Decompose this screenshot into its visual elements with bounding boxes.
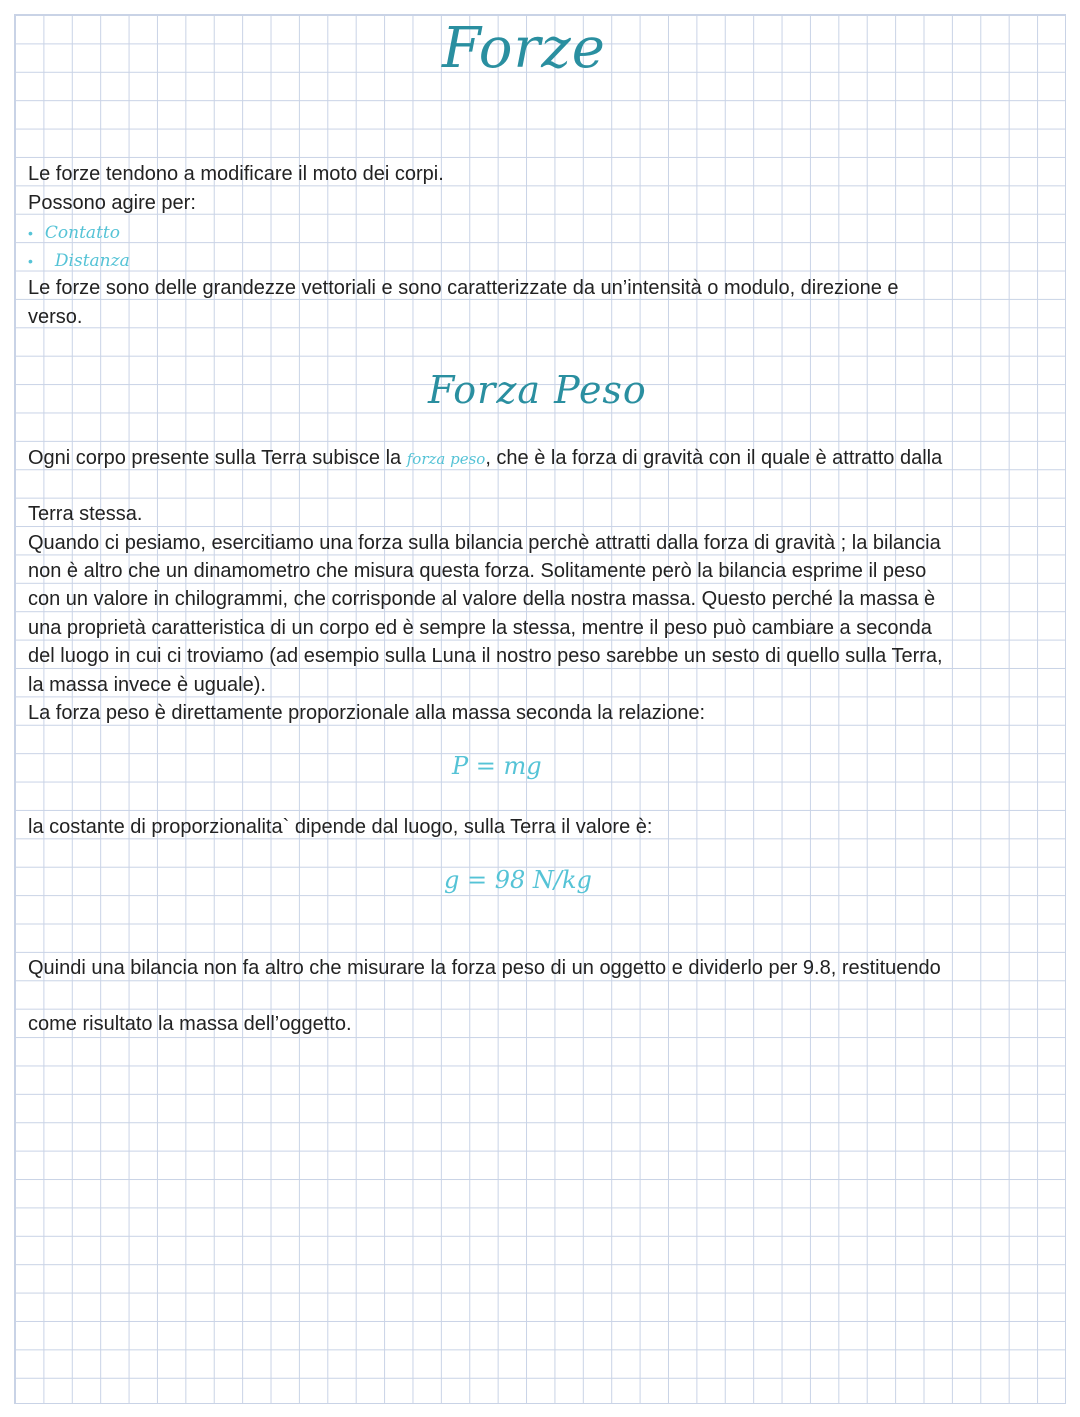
body-line-7: La forza peso è direttamente proporzionale alla massa seconda la relazione:	[28, 702, 706, 724]
section-title: Forza Peso	[428, 368, 647, 412]
bullet-label: Contatto	[44, 223, 120, 243]
conclusion-line-1: Quindi una bilancia non fa altro che misurare la forza peso di un oggetto e dividerlo per 9.8, restituendo	[28, 957, 941, 979]
paragraph-text: , che è la forza di gravità con il quale è attratto dalla	[485, 447, 943, 469]
paragraph-line-1	[28, 444, 942, 473]
bullet-label: Distanza	[54, 251, 130, 271]
body-line-2: non è altro che un dinamometro che misura questa forza. Solitamente però la bilancia esprime il peso	[28, 560, 927, 582]
body-line-6: la massa invece è uguale).	[28, 674, 266, 696]
formula-weight: P = mg	[452, 752, 542, 780]
conclusion-line-2: come risultato la massa dell’oggetto.	[28, 1013, 352, 1035]
bullet-dot-icon: •	[28, 225, 33, 241]
intro-line-2: Possono agire per:	[28, 192, 196, 214]
body-line-1: Quando ci pesiamo, esercitiamo una forza sulla bilancia perchè attratti dalla forza di gravità ; la bilancia	[28, 532, 941, 554]
page-title: Forze	[442, 16, 606, 81]
paragraph-text: Ogni corpo presente sulla Terra subisce la	[28, 447, 407, 469]
formula-gravity: g = 98 N/kg	[444, 866, 592, 894]
body-line-5: del luogo in cui ci troviamo (ad esempio sulla Luna il nostro peso sarebbe un sesto di quello sulla Terra,	[28, 645, 943, 667]
body-line-4: una proprietà caratteristica di un corpo ed è sempre la stessa, mentre il peso può cambiare a seconda	[28, 617, 932, 639]
body-line-3: con un valore in chilogrammi, che corrisponde al valore della nostra massa. Questo perché la massa è	[28, 588, 936, 610]
paragraph-line-2: Terra stessa.	[28, 503, 143, 525]
intro-line-1: Le forze tendono a modificare il moto dei corpi.	[28, 163, 444, 185]
intro-line-4: verso.	[28, 306, 83, 328]
bullet-item-contatto	[28, 218, 120, 247]
intro-line-3: Le forze sono delle grandezze vettoriali e sono caratterizzate da un’intensità o modulo, direzione e	[28, 277, 899, 299]
bullet-dot-icon: •	[28, 253, 33, 269]
constant-line: la costante di proporzionalita` dipende dal luogo, sulla Terra il valore è:	[28, 816, 653, 838]
handwritten-term: forza peso	[406, 450, 486, 468]
bullet-item-distanza	[28, 246, 130, 275]
